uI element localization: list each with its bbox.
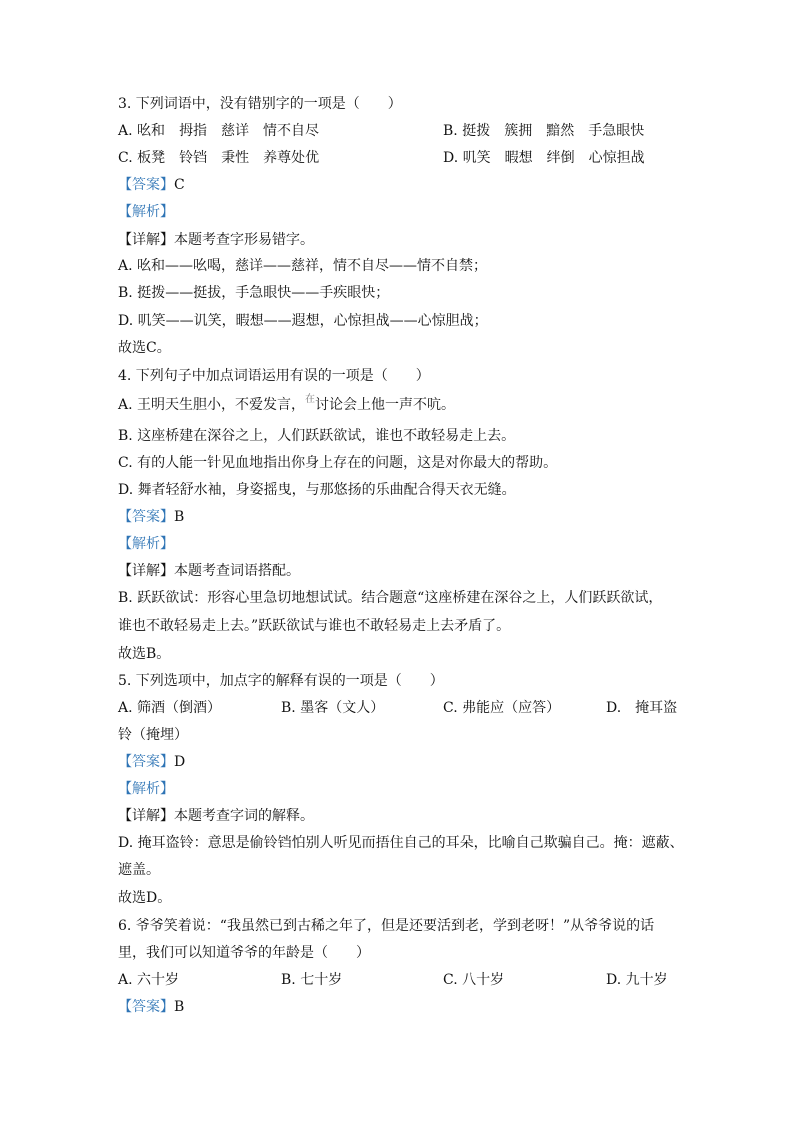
q3-analysis-label: 【解析】: [118, 204, 174, 220]
q4-option-d: D. 舞者轻舒水袖，身姿摇曳，与那悠扬的乐曲配合得天衣无缝。: [118, 482, 516, 498]
q3-title: 3. 下列词语中，没有错别字的一项是（ ）: [118, 96, 402, 112]
q5-detail: 【详解】本题考查字词的解释。: [118, 808, 314, 824]
q4-option-b: B. 这座桥建在深谷之上，人们跃跃欲试，谁也不敢轻易走上去。: [118, 428, 516, 444]
q4-explain-1: B. 跃跃欲试：形容心里急切地想试试。结合题意“这座桥建在深谷之上，人们跃跃欲试，: [118, 590, 663, 606]
q6-option-c: C. 八十岁: [443, 972, 505, 988]
q5-title: 5. 下列选项中，加点字的解释有误的一项是（ ）: [118, 673, 444, 689]
q3-explain-d: D. 叽笑——讥笑，暇想——遐想，心惊担战——心惊胆战；: [118, 313, 488, 329]
q4-option-a-post: 讨论会上他一声不吭。: [315, 397, 456, 413]
q5-answer: [118, 753, 185, 771]
q4-answer: [118, 508, 184, 526]
q4-option-a-pre: A. 王明天生胆小，不爱发言，: [118, 397, 306, 413]
q6-option-a: A. 六十岁: [118, 972, 180, 988]
q5-option-d-cont: 铃（掩埋）: [118, 727, 188, 743]
q4-option-c: C. 有的人能一针见血地指出你身上存在的问题，这是对你最大的帮助。: [118, 455, 558, 471]
q6-option-b: B. 七十岁: [281, 972, 343, 988]
q5-explain-1: D. 掩耳盗铃：意思是偷铃铛怕别人听见而捂住自己的耳朵，比喻自己欺骗自己。掩：遮蔽、: [118, 835, 684, 851]
q3-conclusion: 故选C。: [118, 340, 171, 356]
answer-value: C: [174, 177, 185, 193]
answer-label: 【答案】: [118, 754, 174, 770]
answer-value: B: [174, 509, 185, 525]
answer-value: D: [174, 754, 186, 770]
q3-option-b: B. 挺拨 簇拥 黯然 手急眼快: [443, 123, 645, 139]
q5-option-c: C. 弗能应（应答）: [443, 700, 561, 716]
q4-analysis-label: 【解析】: [118, 536, 174, 552]
q4-conclusion: 故选B。: [118, 646, 171, 662]
q3-option-c: C. 板凳 铃铛 秉性 养尊处优: [118, 150, 320, 166]
q6-title: 6. 爷爷笑着说：“我虽然已到古稀之年了，但是还要活到老，学到老呀！”从爷爷说的话: [118, 918, 655, 934]
q6-answer: [118, 998, 184, 1016]
q4-title: 4. 下列句子中加点词语运用有误的一项是（ ）: [118, 368, 430, 384]
q5-analysis-label: 【解析】: [118, 781, 174, 797]
q3-answer: [118, 176, 185, 194]
q5-explain-2: 遮盖。: [118, 862, 160, 878]
q3-detail: 【详解】本题考查字形易错字。: [118, 232, 314, 248]
q4-detail: 【详解】本题考查词语搭配。: [118, 563, 300, 579]
q4-option-a-sup: 在: [305, 394, 316, 405]
answer-value: B: [174, 999, 185, 1015]
q3-option-d: D. 叽笑 暇想 绊倒 心惊担战: [443, 150, 645, 166]
q3-explain-b: B. 挺拨——挺拔，手急眼快——手疾眼快；: [118, 285, 390, 301]
q6-title-cont: 里，我们可以知道爷爷的年龄是（ ）: [118, 945, 370, 961]
answer-label: 【答案】: [118, 177, 174, 193]
q4-explain-2: 谁也不敢轻易走上去。”跃跃欲试与谁也不敢轻易走上去矛盾了。: [118, 618, 511, 634]
q6-option-d: D. 九十岁: [606, 972, 668, 988]
q5-option-d: D. 掩耳盗: [606, 700, 678, 716]
answer-label: 【答案】: [118, 509, 174, 525]
answer-label: 【答案】: [118, 999, 174, 1015]
q5-option-b: B. 墨客（文人）: [281, 700, 385, 716]
q4-option-a: [118, 396, 455, 416]
q5-conclusion: 故选D。: [118, 890, 172, 906]
q3-explain-a: A. 吆和——吆喝，慈详——慈祥，情不自尽——情不自禁；: [118, 258, 488, 274]
q3-option-a: A. 吆和 拇指 慈详 情不自尽: [118, 123, 320, 139]
q5-option-a: A. 筛酒（倒酒）: [118, 700, 222, 716]
